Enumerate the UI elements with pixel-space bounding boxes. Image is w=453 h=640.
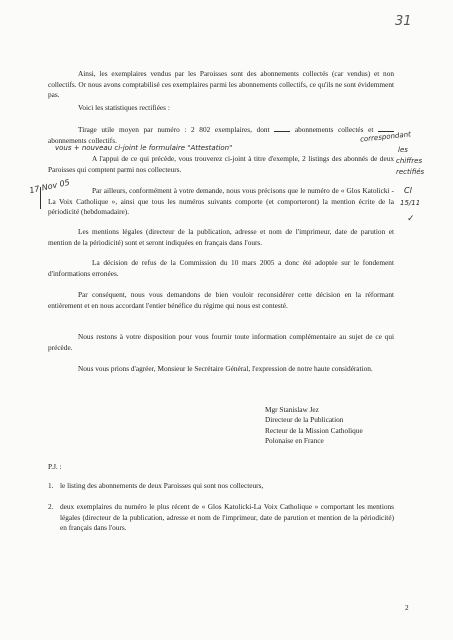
paragraph-politesse: Nous vous prions d'agréer, Monsieur le Secrétaire Général, l'expression de notre haute considération. [78, 364, 373, 373]
handwritten-right-note-6: 15/11 [400, 199, 421, 207]
attachments-label: P.J. : [48, 462, 62, 471]
margin-bracket-mark [40, 187, 44, 209]
attachment-text: deux exemplaires du numéro le plus récent de « Glos Katolicki-La Voix Catholique » comportant les mentions légales (directeur de la publication, adresse et nom de l'imprimeur, date de parution et mention de la périodicité) en français dans l'ours. [60, 502, 394, 533]
handwritten-right-note-1: correspondant [359, 130, 412, 144]
paragraph-mentions-legales: Les mentions légales (directeur de la publication, adresse et nom de l'imprimeur, date de parution et mention de la périodicité) sont et seront indiquées en français dans l'ours. [48, 227, 394, 247]
paragraph-listings: A l'appui de ce qui précède, vous trouverez ci-joint à titre d'exemple, 2 listings des abonnés de deux Paroisses qui comptent parmi nos collecteurs. [48, 154, 394, 174]
paragraph-statistiques: Tirage utile moyen par numéro : 2 802 exemplaires, dont abonnements collectés et abonnements collectifs. [48, 125, 394, 146]
handwritten-right-note-4: rectifiés [396, 168, 425, 176]
paragraph-statistiques-intro: Voici les statistiques rectifiées : [78, 103, 170, 112]
paragraph-periodicite: Par ailleurs, conformément à votre demande, nous vous précisons que le numéro de « Glos Katolicki - La Voix Catholique », ainsi que tous les numéros suivants comporte (et comporteront) la mention écrite de la périodicité (hebdomadaire). [48, 186, 394, 217]
handwritten-page-number: 31 [395, 14, 412, 29]
signatory-title-2: Recteur de la Mission Catholique [265, 425, 363, 435]
paragraph-reconsideration: Par conséquent, nous vous demandons de bien vouloir reconsidérer cette décision en la réformant entièrement et en nous accordant l'entier bénéfice du régime qui nous est contesté. [48, 290, 394, 310]
attachment-number: 2. [48, 502, 54, 511]
paragraph-exemplaires: Ainsi, les exemplaires vendus par les Paroisses sont des abonnements collectés (car vendus) et non collectifs. Or nous avons comptabilisé ces exemplaires parmi les abonnements collectifs, ce qu'ils ne sont évidemment pas. [48, 69, 394, 100]
signatory-title-1: Directeur de la Publication [265, 415, 344, 425]
blank-field-1 [274, 125, 290, 132]
attachment-item-2 [48, 502, 394, 534]
handwritten-right-note-5: Cl [404, 186, 412, 195]
page-number: 2 [405, 603, 409, 612]
paragraph-decision: La décision de refus de la Commission du 10 mars 2005 a donc été adoptée sur le fondement d'informations erronées. [48, 258, 394, 278]
attachment-text: le listing des abonnements de deux Paroisses qui sont nos collecteurs, [60, 481, 264, 490]
handwritten-check-mark: ✓ [407, 214, 415, 224]
handwritten-margin-note: 17 Nov 05 [28, 177, 71, 196]
signatory-title-3: Polonaise en France [265, 436, 324, 446]
signature-block [265, 405, 363, 447]
attachment-number: 1. [48, 481, 54, 490]
handwritten-annotation-line: vous + nouveau ci-joint le formulaire "Attestation" [55, 144, 233, 152]
paragraph-disposition: Nous restons à votre disposition pour vous fournir toute information complémentaire au sujet de ce qui précède. [48, 332, 394, 352]
handwritten-right-note-3: chiffres [396, 157, 423, 165]
blank-field-2 [378, 125, 394, 132]
signatory-name: Mgr Stanislaw Jez [265, 405, 319, 414]
attachment-item-1 [48, 481, 394, 492]
handwritten-right-note-2: les [398, 146, 408, 154]
